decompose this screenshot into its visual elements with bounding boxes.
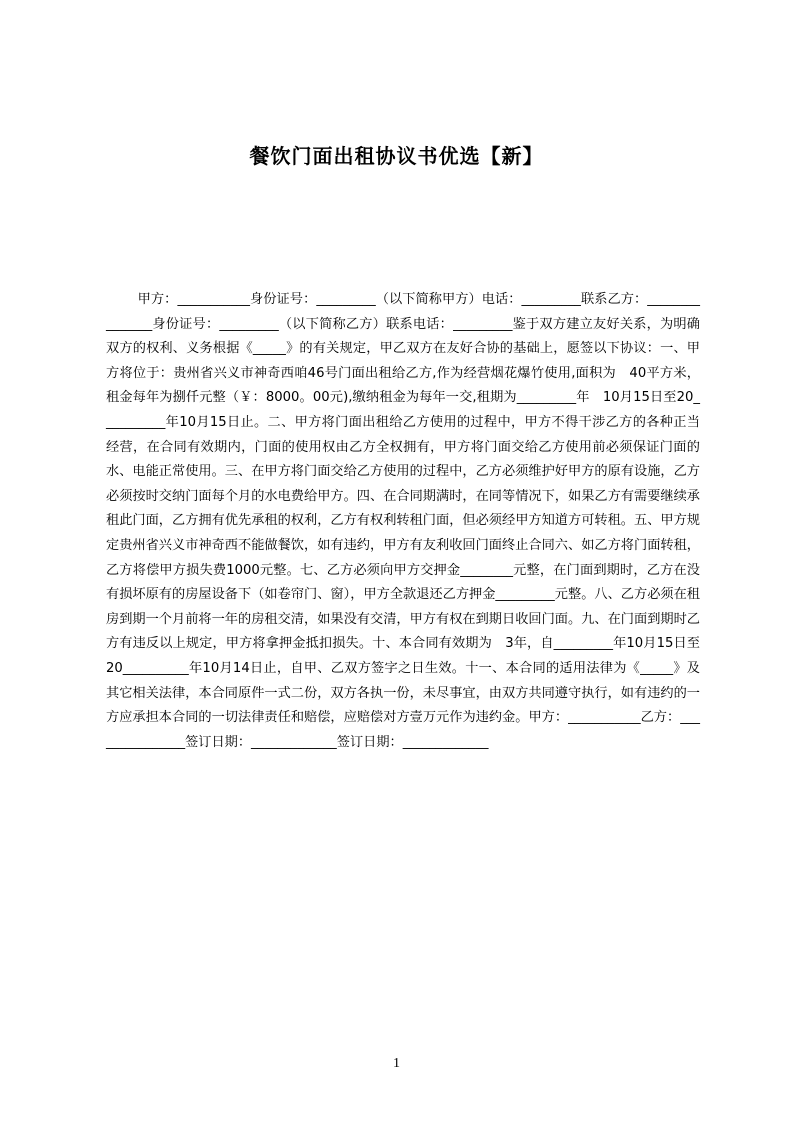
page-number: 1 [393, 1056, 400, 1071]
document-title: 餐饮门面出租协议书优选【新】 [249, 144, 544, 168]
contract-body-text: 甲方：___________身份证号：_________（以下简称甲方）电话：_________联系乙方：_______________身份证号：_________（以下简称乙方）联系电话：_________鉴于双方建立友好关系，为明确双方的权利、义务根据《_____》的有关规定，甲乙双方在友好合协的基础上，愿签以下协议：一、甲方将位于：贵州省兴义市神奇西咱46号门面出租给乙方,作为经营烟花爆竹使用,面积为 40平方米，租金每年为捌仟元整（￥：8000。00元),缴纳租金为每年一交,租期为_________年 10月15日至20__________年10月15日止。二、甲方将门面出租给乙方使用的过程中，甲方不得干涉乙方的各种正当经营，在合同有效期内，门面的使用权由乙方全权拥有，甲方将门面交给乙方使用前必须保证门面的水、电能正常使用。三、在甲方将门面交给乙方使用的过程中，乙方必须维护好甲方的原有设施，乙方必须按时交纳门面每个月的水电费给甲方。四、在合同期满时，在同等情况下，如果乙方有需要继续承租此门面，乙方拥有优先承租的权利，乙方有权利转租门面，但必须经甲方知道方可转租。五、甲方规定贵州省兴义市神奇西不能做餐饮，如有违约，甲方有友利收回门面终止合同六、如乙方将门面转租，乙方将偿甲方损失费1000元整。七、乙方必须向甲方交押金________元整，在门面到期时，乙方在没有损坏原有的房屋设备下（如卷帘门、窗），甲方全款退还乙方押金_________元整。八、乙方必须在租房到期一个月前将一年的房租交清，如果没有交清，甲方有权在到期日收回门面。九、在门面到期时乙方有违反以上规定，甲方将拿押金抵扣损失。十、本合同有效期为 3年，自_________年10月15日至20__________年10月14日止，自甲、乙双方签字之日生效。十一、本合同的适用法律为《_____》及其它相关法律，本合同原件一式二份，双方各执一份，未尽事宜，由双方共同遵守执行，如有违约的一方应承担本合同的一切法律责任和赔偿，应赔偿对方壹万元作为违约金。甲方：___________乙方：_______________签订日期：_____________签订日期：_____________ [106, 292, 700, 750]
